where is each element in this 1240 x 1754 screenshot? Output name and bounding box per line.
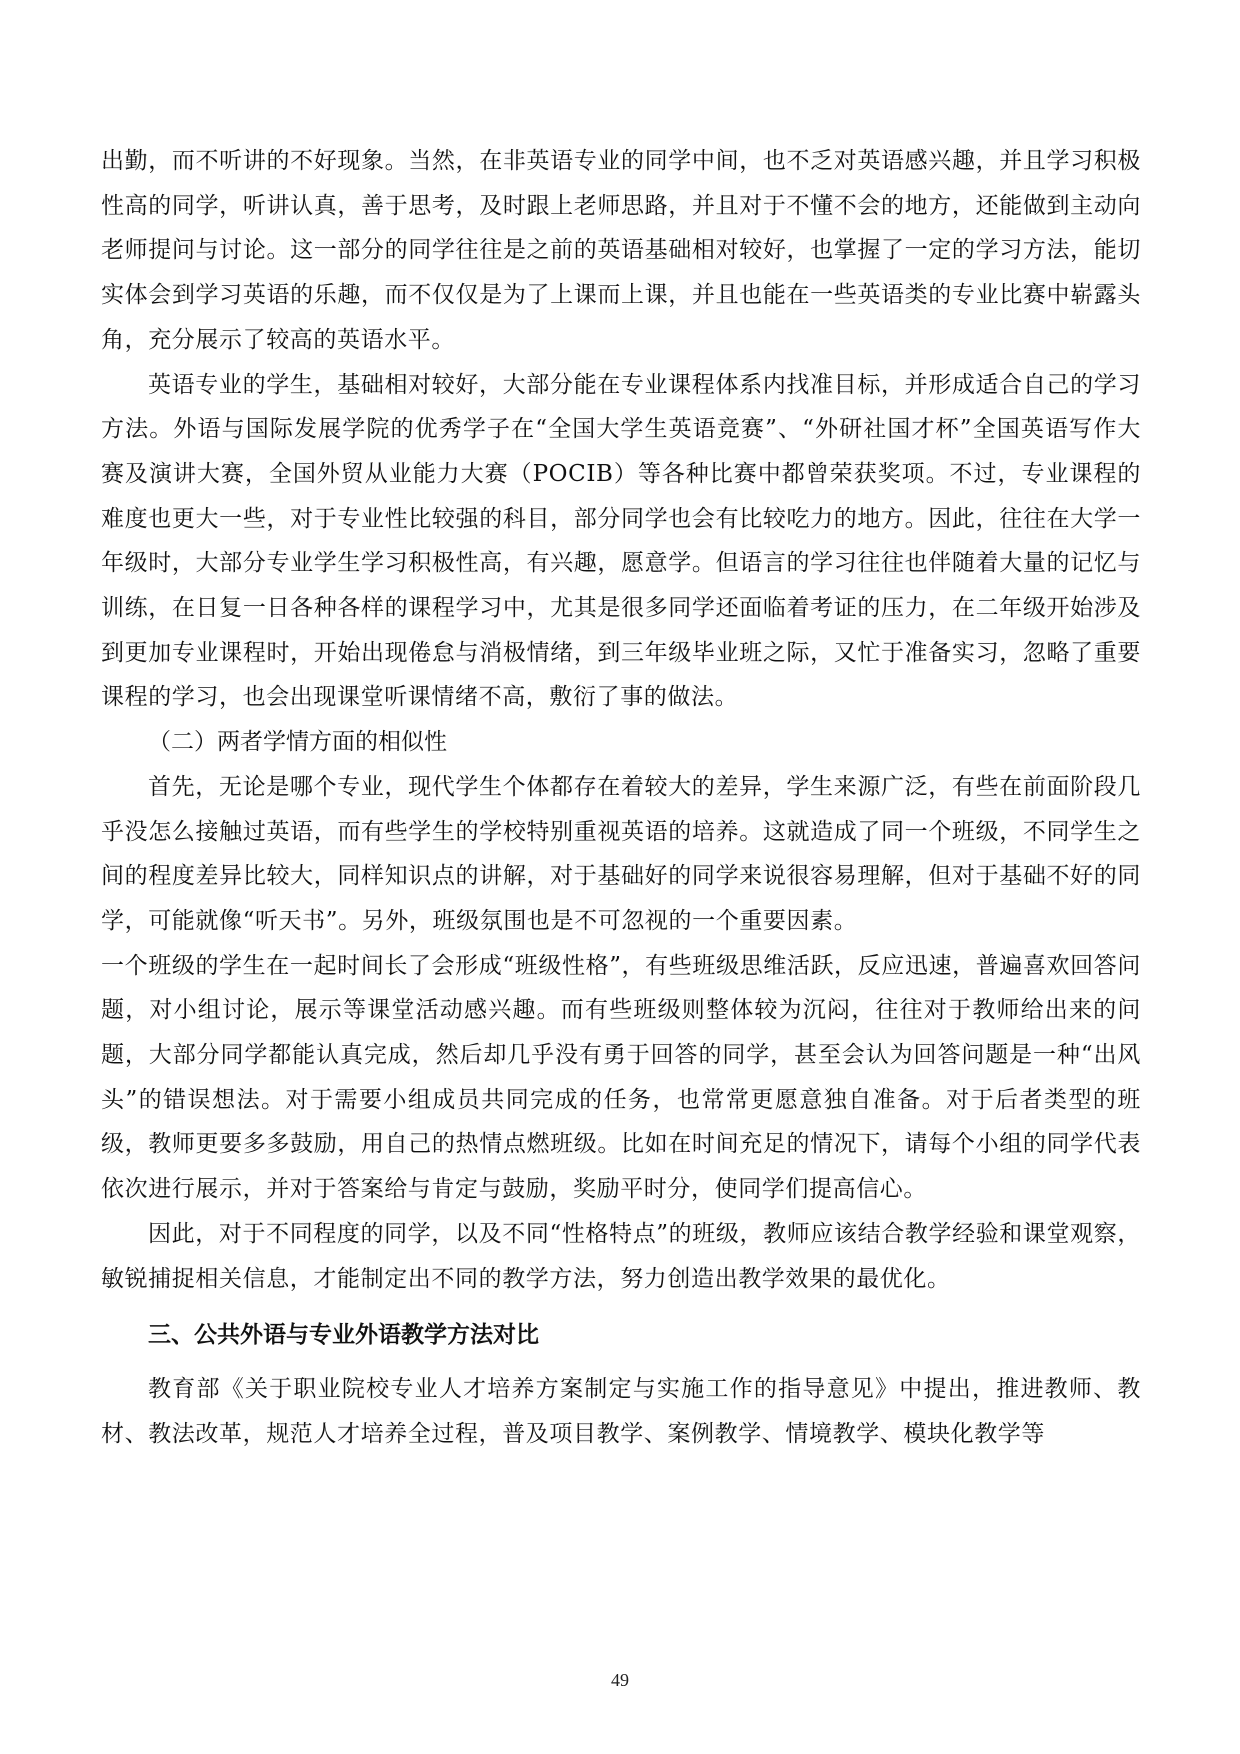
section-heading: 三、公共外语与专业外语教学方法对比 [148,1322,539,1349]
paragraph-similarities: 首先，无论是哪个专业，现代学生个体都存在着较大的差异，学生来源广泛，有些在前面阶段几乎没怎么接触过英语，而有些学生的学校特别重视英语的培养。这就造成了同一个班级，不同学生之间的程度差异比较大，同样知识点的讲解，对于基础好的同学来说很容易理解，但对于基础不好的同学，可能就像“听天书”。另外，班级氛围也是不可忽视的一个重要因素。 [101,773,1141,934]
page-number: 49 [611,1670,629,1690]
body-text [101,139,1141,1457]
paragraph-english-majors: 英语专业的学生，基础相对较好，大部分能在专业课程体系内找准目标，并形成适合自己的学习方法。外语与国际发展学院的优秀学子在“全国大学生英语竞赛”、“外研社国才杯”全国英语写作大赛及演讲大赛，全国外贸从业能力大赛（POCIB）等各种比赛中都曾荣获奖项。不过，专业课程的难度也更大一些，对于专业性比较强的科目，部分同学也会有比较吃力的地方。因此，往往在大学一年级时，大部分专业学生学习积极性高，有兴趣，愿意学。但语言的学习往往也伴随着大量的记忆与训练，在日复一日各种各样的课程学习中，尤其是很多同学还面临着考证的压力，在二年级开始涉及到更加专业课程时，开始出现倦怠与消极情绪，到三年级毕业班之际，又忙于准备实习，忽略了重要课程的学习，也会出现课堂听课情绪不高，敷衍了事的做法。 [101,371,1141,711]
paragraph-ministry-guidance: 教育部《关于职业院校专业人才培养方案制定与实施工作的指导意见》中提出，推进教师、教材、教法改革，规范人才培养全过程，普及项目教学、案例教学、情境教学、模块化教学等 [101,1376,1141,1447]
subsection-heading: （二）两者学情方面的相似性 [148,729,447,756]
paragraph-class-character: 一个班级的学生在一起时间长了会形成“班级性格”，有些班级思维活跃，反应迅速，普遍喜欢回答问题，对小组讨论，展示等课堂活动感兴趣。而有些班级则整体较为沉闷，往往对于教师给出来的问题，大部分同学都能认真完成，然后却几乎没有勇于回答的同学，甚至会认为回答问题是一种“出风头”的错误想法。对于需要小组成员共同完成的任务，也常常更愿意独自准备。对于后者类型的班级，教师更要多多鼓励，用自己的热情点燃班级。比如在时间充足的情况下，请每个小组的同学代表依次进行展示，并对于答案给与肯定与鼓励，奖励平时分，使同学们提高信心。 [101,952,1141,1203]
paragraph-continuation: 出勤，而不听讲的不好现象。当然，在非英语专业的同学中间，也不乏对英语感兴趣，并且学习积极性高的同学，听讲认真，善于思考，及时跟上老师思路，并且对于不懂不会的地方，还能做到主动向老师提问与讨论。这一部分的同学往往是之前的英语基础相对较好，也掌握了一定的学习方法，能切实体会到学习英语的乐趣，而不仅仅是为了上课而上课，并且也能在一些英语类的专业比赛中崭露头角，充分展示了较高的英语水平。 [101,148,1141,353]
paragraph-conclusion: 因此，对于不同程度的同学，以及不同“性格特点”的班级，教师应该结合教学经验和课堂观察，敏锐捕捉相关信息，才能制定出不同的教学方法，努力创造出教学效果的最优化。 [101,1220,1141,1292]
